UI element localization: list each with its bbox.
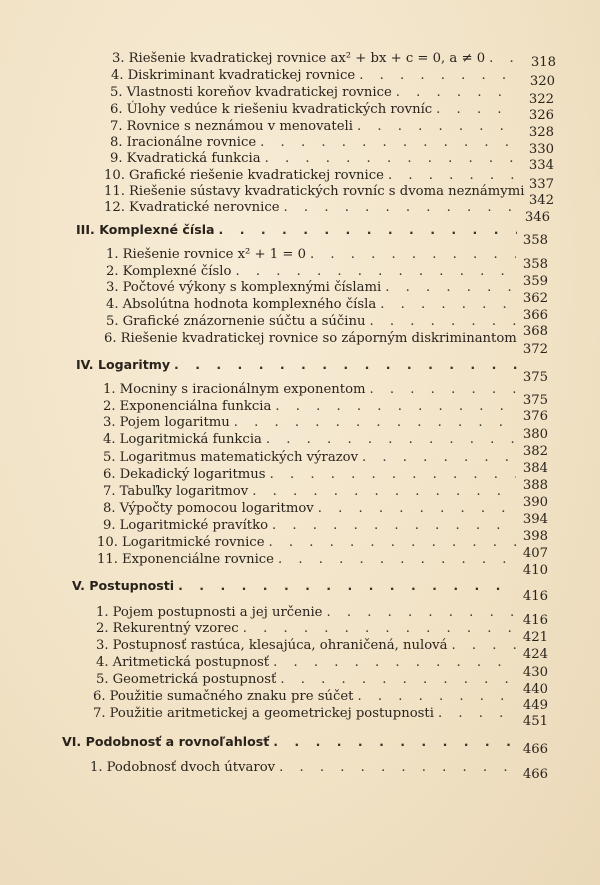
chapter-heading bbox=[76, 221, 521, 238]
toc-entry bbox=[110, 134, 520, 151]
entry-title: Iracionálne rovnice bbox=[126, 135, 257, 150]
entry-page: 424 bbox=[522, 647, 548, 662]
entry-number: 4. bbox=[96, 655, 109, 670]
leader-dots bbox=[310, 246, 516, 263]
entry-page: 388 bbox=[522, 478, 548, 493]
entry-title: Počtové výkony s komplexnými číslami bbox=[122, 280, 382, 295]
entry-page: 358 bbox=[522, 257, 548, 272]
entry-title: Rovnice s neznámou v menovateli bbox=[126, 119, 353, 134]
leader-dots bbox=[178, 577, 516, 594]
leader-dots bbox=[243, 620, 516, 637]
entry-page: 328 bbox=[528, 125, 554, 140]
entry-page: 368 bbox=[522, 324, 548, 339]
entry-title: Diskriminant kvadratickej rovnice bbox=[127, 68, 356, 83]
entry-title: Aritmetická postupnosť bbox=[112, 655, 270, 670]
leader-dots bbox=[362, 449, 516, 466]
entry-title: Dekadický logaritmus bbox=[119, 467, 266, 482]
entry-page: 318 bbox=[530, 55, 556, 70]
chapter-heading bbox=[72, 577, 520, 594]
entry-page: 376 bbox=[522, 409, 548, 424]
entry-title: Exponenciálna funkcia bbox=[119, 399, 272, 414]
leader-dots bbox=[357, 688, 516, 705]
entry-title: Postupnosť rastúca, klesajúca, ohraničená, nulová bbox=[112, 638, 448, 653]
entry-title: Riešenie kvadratickej rovnice so záporným diskriminantom bbox=[120, 331, 517, 346]
entry-page: 451 bbox=[522, 714, 548, 729]
entry-title: Mocniny s iracionálnym exponentom bbox=[119, 382, 366, 397]
leader-dots bbox=[370, 381, 516, 398]
chapter-title: III. Komplexné čísla bbox=[76, 222, 215, 237]
entry-number: 2. bbox=[106, 264, 119, 279]
entry-page: 390 bbox=[522, 495, 548, 510]
entry-number: 4. bbox=[103, 432, 116, 447]
entry-number: 9. bbox=[110, 151, 123, 166]
entry-number: 10. bbox=[104, 168, 125, 183]
chapter-page: 358 bbox=[522, 233, 548, 248]
toc-entry bbox=[110, 101, 520, 118]
leader-dots bbox=[357, 118, 516, 135]
toc-entry bbox=[93, 705, 520, 722]
toc-entry bbox=[104, 330, 520, 347]
leader-dots bbox=[327, 604, 517, 621]
entry-number: 6. bbox=[104, 331, 117, 346]
toc-entry bbox=[104, 167, 520, 184]
entry-title: Podobnosť dvoch útvarov bbox=[106, 760, 276, 775]
entry-number: 6. bbox=[93, 689, 106, 704]
entry-number: 5. bbox=[96, 672, 109, 687]
entry-number: 2. bbox=[96, 621, 109, 636]
entry-number: 1. bbox=[106, 247, 119, 262]
entry-title: Grafické riešenie kvadratickej rovnice bbox=[128, 168, 384, 183]
leader-dots bbox=[252, 483, 516, 500]
leader-dots bbox=[219, 221, 517, 238]
leader-dots bbox=[174, 356, 517, 373]
entry-title: Úlohy vedúce k riešeniu kvadratických rovníc bbox=[126, 102, 433, 117]
chapter-page: 466 bbox=[522, 742, 548, 757]
entry-page: 380 bbox=[522, 427, 548, 442]
entry-number: 3. bbox=[112, 51, 125, 66]
entry-number: 10. bbox=[97, 535, 118, 550]
entry-number: 7. bbox=[110, 119, 123, 134]
entry-page: 326 bbox=[528, 108, 554, 123]
entry-number: 5. bbox=[103, 450, 116, 465]
entry-number: 8. bbox=[103, 501, 116, 516]
entry-page: 466 bbox=[522, 767, 548, 782]
entry-page: 372 bbox=[522, 342, 548, 357]
entry-page: 449 bbox=[522, 698, 548, 713]
leader-dots bbox=[272, 517, 516, 534]
entry-page: 407 bbox=[522, 546, 548, 561]
leader-dots bbox=[273, 733, 516, 750]
toc-entry bbox=[96, 671, 520, 688]
toc-entry bbox=[110, 118, 520, 135]
entry-page: 382 bbox=[522, 444, 548, 459]
leader-dots bbox=[280, 671, 516, 688]
entry-number: 1. bbox=[96, 605, 109, 620]
entry-page: 394 bbox=[522, 512, 548, 527]
entry-number: 2. bbox=[103, 399, 116, 414]
entry-title: Logaritmické rovnice bbox=[121, 535, 265, 550]
entry-number: 7. bbox=[103, 484, 116, 499]
entry-title: Výpočty pomocou logaritmov bbox=[119, 501, 314, 516]
leader-dots bbox=[278, 551, 516, 568]
entry-number: 3. bbox=[106, 280, 119, 295]
entry-title: Tabuľky logaritmov bbox=[119, 484, 249, 499]
toc-entry bbox=[96, 620, 520, 637]
leader-dots bbox=[385, 279, 516, 296]
toc-entry bbox=[106, 279, 520, 296]
toc-entry bbox=[104, 199, 520, 216]
leader-dots bbox=[235, 263, 516, 280]
toc-entry bbox=[97, 534, 520, 551]
leader-dots bbox=[279, 759, 516, 776]
entry-number: 11. bbox=[97, 552, 118, 567]
chapter-page: 416 bbox=[522, 589, 548, 604]
entry-title: Vlastnosti koreňov kvadratickej rovnice bbox=[126, 85, 392, 100]
entry-title: Riešenie sústavy kvadratických rovníc s dvoma neznámymi bbox=[128, 184, 525, 199]
leader-dots bbox=[370, 313, 516, 330]
entry-page: 375 bbox=[522, 393, 548, 408]
chapter-title: IV. Logaritmy bbox=[76, 357, 171, 372]
entry-page: 421 bbox=[522, 630, 548, 645]
toc-entry bbox=[103, 381, 520, 398]
chapter-heading bbox=[62, 733, 520, 750]
chapter-heading bbox=[76, 356, 521, 373]
entry-title: Použitie sumačného znaku pre súčet bbox=[109, 689, 354, 704]
chapter-title: VI. Podobnosť a rovnoľahlosť bbox=[62, 734, 270, 749]
leader-dots bbox=[359, 67, 517, 84]
entry-page: 398 bbox=[522, 529, 548, 544]
toc-entry bbox=[93, 688, 520, 705]
entry-number: 6. bbox=[103, 467, 116, 482]
entry-title: Pojem postupnosti a jej určenie bbox=[112, 605, 323, 620]
entry-number: 8. bbox=[110, 135, 123, 150]
entry-number: 9. bbox=[103, 518, 116, 533]
toc-entry bbox=[97, 551, 520, 568]
toc-entry bbox=[103, 431, 520, 448]
entry-page: 322 bbox=[528, 92, 554, 107]
entry-number: 5. bbox=[110, 85, 123, 100]
leader-dots bbox=[260, 134, 516, 151]
entry-title: Riešenie rovnice x² + 1 = 0 bbox=[122, 247, 306, 262]
toc-entry bbox=[103, 483, 520, 500]
entry-page: 416 bbox=[522, 613, 548, 628]
entry-title: Absolútna hodnota komplexného čísla bbox=[122, 297, 377, 312]
toc-entry bbox=[111, 67, 521, 84]
entry-title: Pojem logaritmu bbox=[119, 415, 230, 430]
entry-title: Geometrická postupnosť bbox=[112, 672, 277, 687]
leader-dots bbox=[275, 398, 516, 415]
toc-entry bbox=[103, 500, 520, 517]
entry-number: 5. bbox=[106, 314, 119, 329]
entry-title: Komplexné číslo bbox=[122, 264, 232, 279]
entry-number: 12. bbox=[104, 200, 125, 215]
leader-dots bbox=[284, 199, 516, 216]
entry-title: Logaritmická funkcia bbox=[119, 432, 262, 447]
entry-number: 3. bbox=[96, 638, 109, 653]
toc-entry bbox=[106, 313, 520, 330]
entry-title: Exponenciálne rovnice bbox=[121, 552, 274, 567]
toc-entry bbox=[106, 246, 520, 263]
entry-page: 366 bbox=[522, 308, 548, 323]
toc-entry bbox=[106, 296, 520, 313]
entry-page: 334 bbox=[528, 158, 554, 173]
toc-entry bbox=[103, 414, 520, 431]
entry-page: 430 bbox=[522, 665, 548, 680]
entry-page: 359 bbox=[522, 274, 548, 289]
chapter-page: 375 bbox=[522, 370, 548, 385]
leader-dots bbox=[269, 534, 517, 551]
entry-title: Rekurentný vzorec bbox=[112, 621, 239, 636]
entry-number: 4. bbox=[111, 68, 124, 83]
toc-entry bbox=[103, 398, 520, 415]
entry-number: 4. bbox=[106, 297, 119, 312]
toc-entry bbox=[110, 150, 520, 167]
toc-entry bbox=[90, 759, 520, 776]
entry-page: 346 bbox=[524, 210, 550, 225]
entry-number: 7. bbox=[93, 706, 106, 721]
entry-number: 1. bbox=[90, 760, 103, 775]
toc-entry bbox=[106, 263, 520, 280]
leader-dots bbox=[436, 101, 516, 118]
leader-dots bbox=[273, 654, 516, 671]
toc-entry bbox=[96, 654, 520, 671]
toc-entry bbox=[112, 50, 522, 67]
toc-entry bbox=[96, 637, 520, 654]
leader-dots bbox=[234, 414, 516, 431]
toc-entry bbox=[103, 449, 520, 466]
entry-page: 337 bbox=[528, 177, 554, 192]
toc-entry bbox=[96, 604, 520, 621]
entry-page: 410 bbox=[522, 563, 548, 578]
entry-page: 362 bbox=[522, 291, 548, 306]
entry-page: 440 bbox=[522, 682, 548, 697]
entry-title: Logaritmus matematických výrazov bbox=[119, 450, 359, 465]
entry-number: 3. bbox=[103, 415, 116, 430]
leader-dots bbox=[270, 466, 516, 483]
entry-page: 342 bbox=[528, 193, 554, 208]
entry-title: Riešenie kvadratickej rovnice ax² + bx + c = 0, a ≠ 0 bbox=[128, 51, 486, 66]
toc-entry bbox=[110, 84, 520, 101]
leader-dots bbox=[318, 500, 516, 517]
entry-page: 320 bbox=[529, 74, 555, 89]
toc-entry bbox=[103, 517, 520, 534]
chapter-title: V. Postupnosti bbox=[72, 578, 175, 593]
entry-number: 1. bbox=[103, 382, 116, 397]
leader-dots bbox=[265, 150, 516, 167]
leader-dots bbox=[388, 167, 516, 184]
entry-title: Grafické znázornenie súčtu a súčinu bbox=[122, 314, 366, 329]
leader-dots bbox=[396, 84, 516, 101]
toc-entry bbox=[104, 183, 525, 200]
entry-title: Kvadratická funkcia bbox=[126, 151, 261, 166]
entry-title: Použitie aritmetickej a geometrickej postupnosti bbox=[109, 706, 434, 721]
entry-number: 11. bbox=[104, 184, 125, 199]
toc-entry bbox=[103, 466, 520, 483]
entry-page: 384 bbox=[522, 461, 548, 476]
leader-dots bbox=[380, 296, 516, 313]
entry-page: 330 bbox=[528, 142, 554, 157]
entry-title: Kvadratické nerovnice bbox=[128, 200, 280, 215]
entry-number: 6. bbox=[110, 102, 123, 117]
entry-title: Logaritmické pravítko bbox=[119, 518, 269, 533]
leader-dots bbox=[266, 431, 516, 448]
